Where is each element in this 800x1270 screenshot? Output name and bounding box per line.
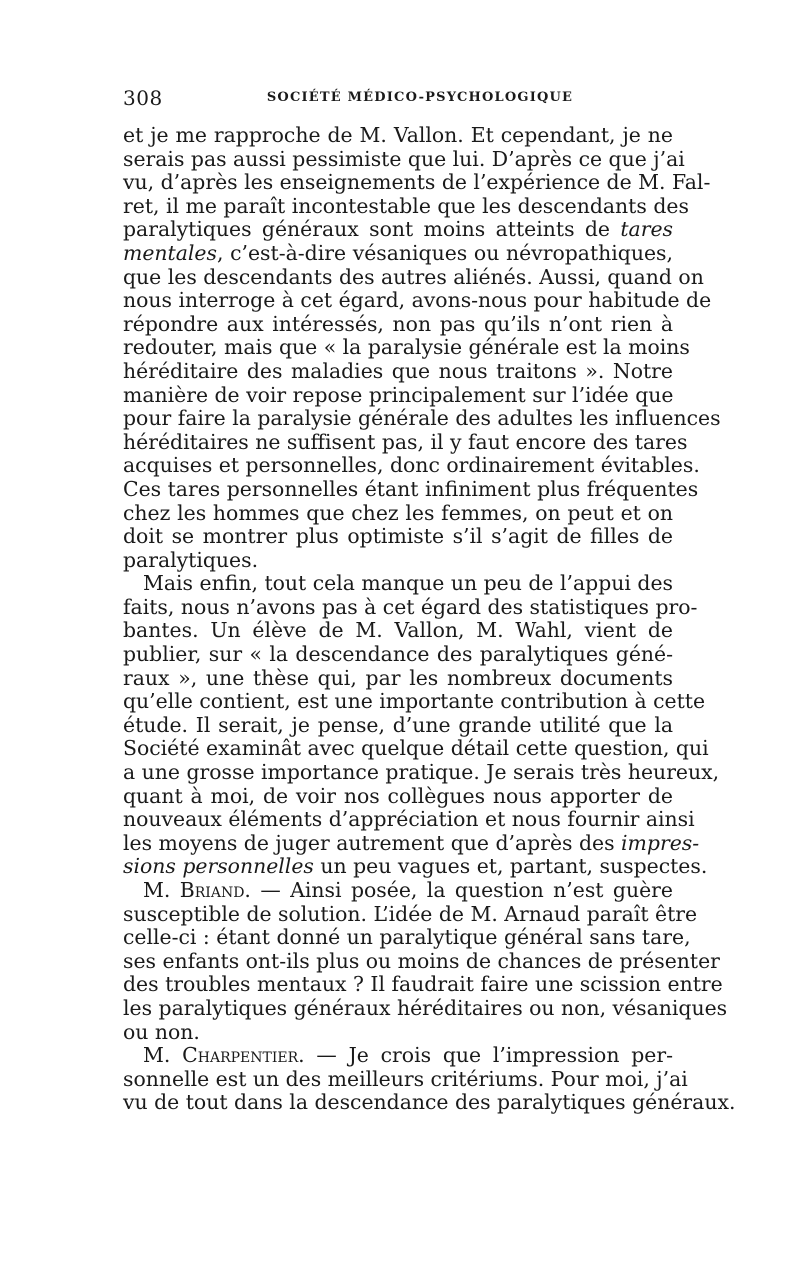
text-line (123, 218, 673, 242)
text-line (123, 288, 712, 313)
line-text: raux », une thèse qui, par les nombreux documents (123, 665, 673, 690)
line-text: serais pas aussi pessimiste que lui. D’après ce que j’ai (123, 146, 685, 171)
line-text: et je me rapproche de M. Vallon. Et cependant, je ne (123, 123, 673, 147)
text-line (123, 429, 688, 455)
text-line (123, 170, 711, 195)
text-line (123, 1021, 673, 1045)
text-line (123, 667, 673, 691)
text-line (123, 1090, 736, 1115)
text-line (123, 406, 721, 431)
line-text: ret, il me paraît incontestable que les descendants des (123, 193, 689, 218)
text-line (123, 901, 698, 927)
text-line (123, 714, 673, 738)
line-text: ses enfants ont-ils plus ou moins de chances de présenter (123, 948, 720, 973)
text-line (123, 335, 690, 360)
line-text: a une grosse importance pratique. Je serais très heureux, (123, 760, 720, 785)
line-text: faits, nous n’avons pas à cet égard des statistiques pro- (123, 594, 698, 619)
text-line (123, 807, 695, 832)
line-text: héréditaires ne suffisent pas, il y faut encore des tares (123, 429, 688, 454)
text-line (123, 995, 728, 1021)
text-line (123, 384, 673, 408)
text-line (123, 594, 698, 620)
text-line (123, 972, 723, 997)
line-text: vu, d’après les enseignements de l’expérience de M. Fal- (123, 170, 711, 195)
line-text: , c’est-à-dire vésaniques ou névropathiques, (216, 240, 673, 265)
italic-text: sions personnelles (123, 854, 314, 879)
text-line (123, 830, 700, 856)
line-text: — Ainsi posée, la question n’est guère (250, 878, 673, 902)
line-text: paralytiques généraux sont moins atteints de (123, 217, 621, 242)
line-text: Ces tares personnelles étant infiniment plus fréquentes (123, 476, 699, 501)
line-text: ou non. (123, 1019, 200, 1044)
text-line (123, 619, 673, 643)
line-text: publier, sur « la descendance des paralytiques géné- (123, 642, 673, 667)
text-line (123, 925, 691, 950)
line-text: qu’elle contient, est une importante contribution à cette (123, 689, 706, 714)
line-text: sonnelle est un des meilleurs critériums. Pour moi, j’ai (123, 1066, 688, 1091)
line-text: redouter, mais que « la paralysie générale est la moins (123, 335, 690, 360)
line-text: doit se montrer plus optimiste s’il s’agit de filles de (123, 524, 673, 549)
text-line (123, 736, 709, 761)
text-line (123, 313, 673, 337)
text-line (123, 549, 673, 573)
line-text: étude. Il serait, je pense, d’une grande utilité que la (123, 712, 673, 737)
line-text: — Je crois que l’impression per- (304, 1043, 674, 1068)
text-line (123, 948, 720, 974)
line-text: les paralytiques généraux héréditaires ou non, vésaniques (123, 995, 728, 1020)
line-text: nouveaux éléments d’appréciation et nous fournir ainsi (123, 807, 695, 832)
line-text: un peu vagues et, partant, suspectes. (313, 854, 708, 879)
text-line (123, 572, 673, 596)
line-text: Mais enfin, tout cela manque un peu de l’appui des (143, 571, 673, 596)
text-line (123, 525, 673, 549)
italic-text: tares (620, 217, 673, 242)
text-line (123, 879, 673, 903)
text-line (123, 689, 706, 714)
line-text: pour faire la paralysie générale des adultes les influences (123, 406, 721, 431)
line-text: nous interroge à cet égard, avons-nous pour habitude de (123, 288, 712, 313)
line-text: bantes. Un élève de M. Vallon, M. Wahl, vient de (123, 618, 673, 643)
text-line (123, 1044, 673, 1068)
text-line (123, 193, 689, 219)
line-text: des troubles mentaux ? Il faudrait faire une scission entre (123, 972, 723, 997)
text-line (123, 242, 673, 266)
running-head: SOCIÉTÉ MÉDICO-PSYCHOLOGIQUE (266, 90, 574, 105)
text-line (123, 1066, 688, 1092)
line-text: que les descendants des autres aliénés. Aussi, quand on (123, 264, 704, 289)
line-text: paralytiques. (123, 547, 259, 572)
line-text: chez les hommes que chez les femmes, on peut et on (123, 500, 673, 525)
text-line (123, 476, 699, 502)
line-text: les moyens de juger autrement que d’après des (123, 830, 622, 855)
page-number: 308 (123, 86, 163, 110)
line-text: répondre aux intéressés, non pas qu’ils n’ont rien à (123, 311, 673, 336)
body-text (123, 123, 736, 1115)
text-line (123, 264, 704, 290)
text-line (123, 643, 673, 667)
speaker-name: M. Briand. (143, 878, 251, 902)
text-line (123, 124, 673, 148)
line-text: manière de voir repose principalement sur l’idée que (123, 382, 674, 407)
text-line (123, 146, 685, 172)
page-header (123, 86, 673, 116)
italic-text: mentales (123, 240, 217, 265)
line-text: vu de tout dans la descendance des paralytiques généraux. (123, 1090, 736, 1115)
speaker-name: M. Charpentier. (143, 1043, 305, 1068)
text-line (123, 453, 700, 478)
text-line (123, 854, 708, 879)
line-text: quant à moi, de voir nos collègues nous apporter de (123, 783, 673, 808)
line-text: celle-ci : étant donné un paralytique général sans tare, (123, 925, 691, 950)
text-line (123, 360, 673, 384)
line-text: acquises et personnelles, donc ordinairement évitables. (123, 453, 700, 478)
text-line (123, 785, 673, 809)
line-text: Société examinât avec quelque détail cette question, qui (123, 736, 709, 761)
text-line (123, 502, 673, 526)
line-text: susceptible de solution. L’idée de M. Arnaud paraît être (123, 901, 698, 926)
text-line (123, 760, 720, 785)
italic-text: impres- (621, 830, 700, 855)
line-text: héréditaire des maladies que nous traitons ». Notre (123, 358, 673, 383)
